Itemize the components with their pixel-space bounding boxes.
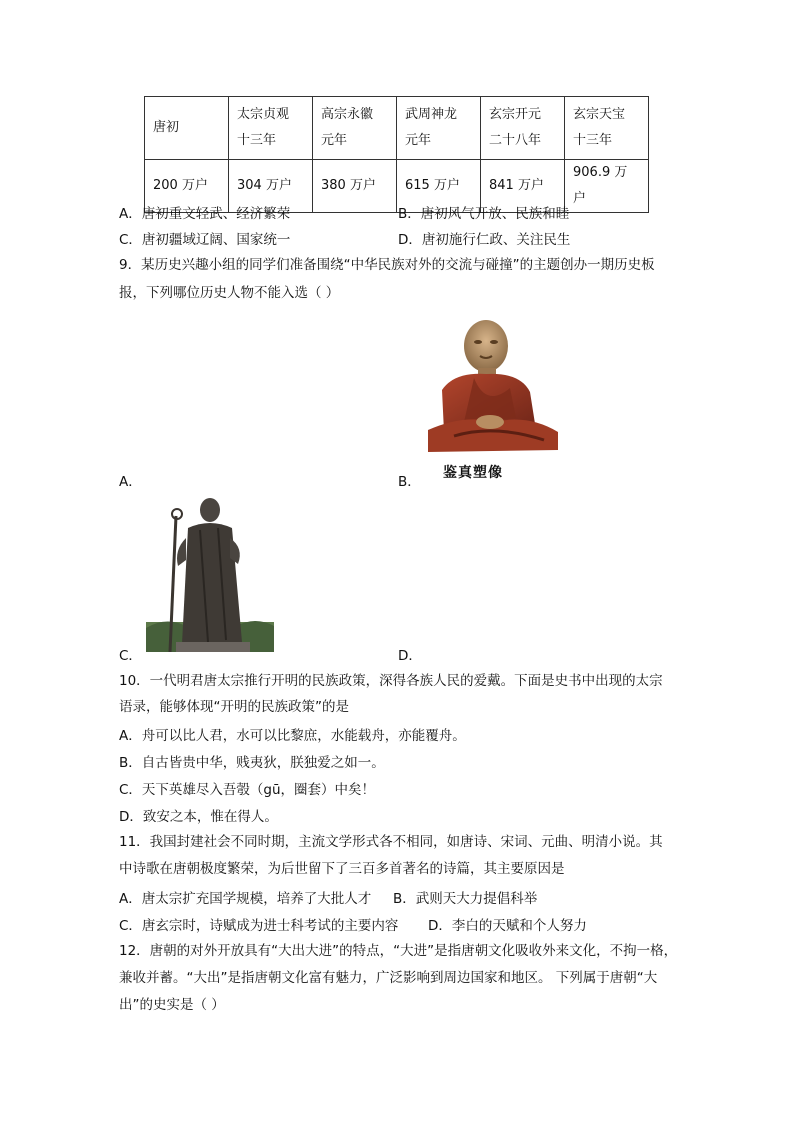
q9-option-c[interactable]: C．: [119, 648, 142, 664]
q11-option-a[interactable]: A．唐太宗扩充国学规模，培养了大批人才: [119, 891, 372, 907]
q12-stem-line2: 兼收并蓄。“大出”是指唐朝文化富有魅力，广泛影响到周边国家和地区。 下列属于唐朝“大: [119, 970, 658, 986]
table-header-cell: 玄宗天宝 十三年: [565, 97, 649, 160]
q11-option-b[interactable]: B．武则天大力提倡科举: [393, 891, 538, 907]
q10-stem-line2: 语录，能够体现“开明的民族政策”的是: [119, 699, 349, 715]
table-header-cell: 武周神龙 元年: [397, 97, 481, 160]
q8-option-c[interactable]: C．唐初疆域辽阔、国家统一: [119, 232, 291, 248]
q11-stem-line2: 中诗歌在唐朝极度繁荣，为后世留下了三百多首著名的诗篇，其主要原因是: [119, 861, 565, 877]
q8-option-d[interactable]: D．唐初施行仁政、关注民生: [398, 232, 571, 248]
q11-option-c[interactable]: C．唐玄宗时，诗赋成为进士科考试的主要内容: [119, 918, 399, 934]
table-header-cell: 玄宗开元 二十八年: [481, 97, 565, 160]
q12-stem-line3: 出”的史实是（ ）: [119, 997, 225, 1013]
table-cell: 841 万户: [481, 160, 565, 213]
q9-option-d[interactable]: D．: [398, 648, 422, 664]
table-cell: 380 万户: [313, 160, 397, 213]
population-table: [144, 96, 649, 213]
q10-stem-line1: 10．一代明君唐太宗推行开明的民族政策，深得各族人民的爱戴。下面是史书中出现的太宗: [119, 673, 663, 689]
table-cell: 615 万户: [397, 160, 481, 213]
jianzhen-caption: 鉴真塑像: [443, 465, 503, 481]
q8-option-b[interactable]: B．唐初风气开放、民族和睦: [398, 206, 570, 222]
table-header-cell: 唐初: [145, 97, 229, 160]
table-header-cell: 太宗贞观 十三年: [229, 97, 313, 160]
xuanzang-statue-image: [146, 494, 274, 652]
q10-option-d[interactable]: D．致安之本，惟在得人。: [119, 809, 278, 825]
table-header-cell: 高宗永徽 元年: [313, 97, 397, 160]
q10-option-c[interactable]: C．天下英雄尽入吾彀（gū，圈套）中矣！: [119, 782, 376, 798]
q9-option-b[interactable]: B．: [398, 474, 421, 490]
q10-option-a[interactable]: A．舟可以比人君，水可以比黎庶，水能载舟，亦能覆舟。: [119, 728, 466, 744]
q10-option-b[interactable]: B．自古皆贵中华，贱夷狄，朕独爱之如一。: [119, 755, 385, 771]
table-cell: 304 万户: [229, 160, 313, 213]
q12-stem-line1: 12．唐朝的对外开放具有“大出大进”的特点，“大进”是指唐朝文化吸收外来文化，不拘一格，: [119, 943, 678, 959]
table-header-row: [145, 97, 649, 160]
q8-option-a[interactable]: A．唐初重文轻武、经济繁荣: [119, 206, 291, 222]
table-cell: 906.9 万户: [565, 160, 649, 213]
q11-option-d[interactable]: D．李白的天赋和个人努力: [428, 918, 587, 934]
q9-stem-line1: 9．某历史兴趣小组的同学们准备围绕“中华民族对外的交流与碰撞”的主题创办一期历史板: [119, 257, 655, 273]
table-cell: 200 万户: [145, 160, 229, 213]
q11-stem-line1: 11．我国封建社会不同时期，主流文学形式各不相同，如唐诗、宋词、元曲、明清小说。其: [119, 834, 663, 850]
q9-stem-line2: 报，下列哪位历史人物不能入选（ ）: [119, 285, 340, 301]
q9-option-a[interactable]: A．: [119, 474, 142, 490]
jianzhen-statue-image: [424, 318, 560, 456]
